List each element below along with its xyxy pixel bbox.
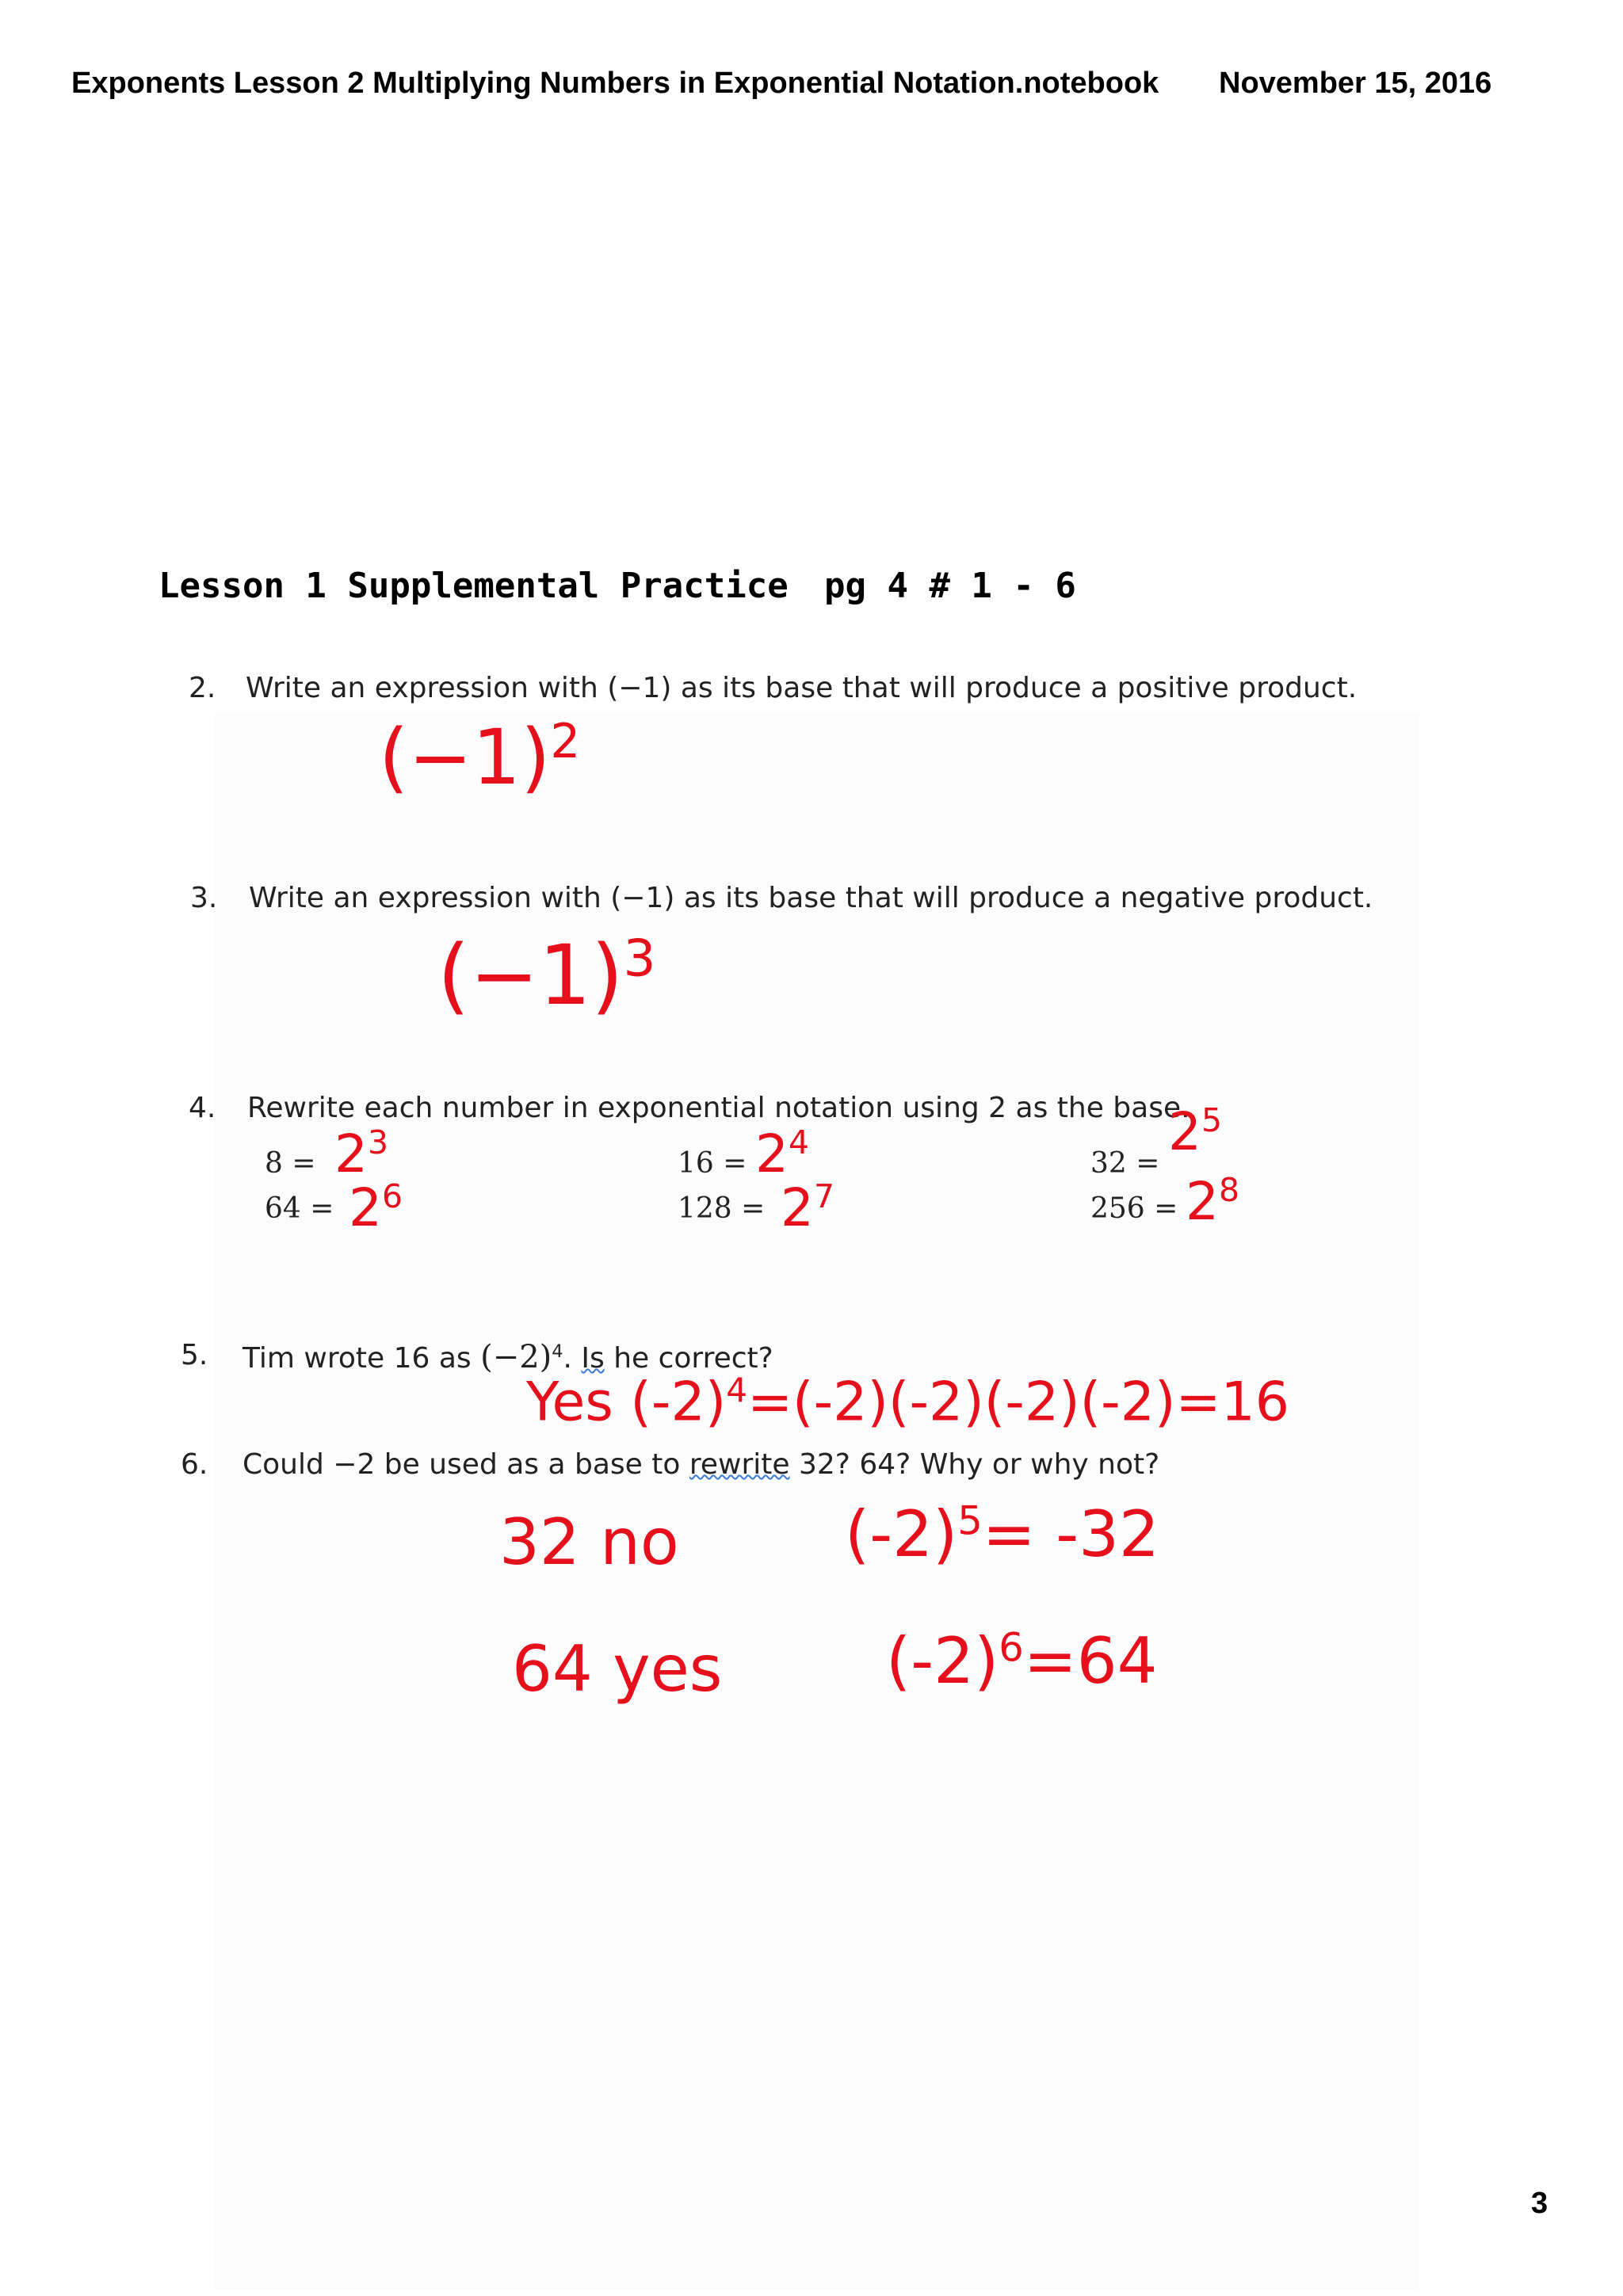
- answer-5-expansion: =(-2)(-2)(-2)(-2)=16: [747, 1371, 1289, 1434]
- answer-4e-base: 2: [781, 1177, 814, 1238]
- answer-6-line1-result: = -32: [982, 1497, 1159, 1571]
- question-5-exponent: 4: [552, 1341, 563, 1362]
- answer-6-line2-left: 64 yes: [512, 1632, 723, 1706]
- answer-4c-exp: 5: [1201, 1101, 1223, 1139]
- question-2-number: 2.: [189, 672, 216, 704]
- answer-4d-exp: 6: [382, 1177, 403, 1215]
- answer-6-line2-result: =64: [1023, 1624, 1158, 1698]
- answer-4e: [781, 1177, 834, 1238]
- question-5-expression: (−2): [480, 1339, 552, 1375]
- lesson-title: Lesson 1 Supplemental Practice: [158, 566, 789, 606]
- question-5-text-a: Tim wrote 16 as: [242, 1342, 481, 1375]
- answer-4b-base: 2: [755, 1123, 789, 1184]
- answer-3-exp: 3: [623, 929, 656, 989]
- question-4-text: Rewrite each number in exponential notation using 2 as the base.: [247, 1092, 1190, 1124]
- question-4-number: 4.: [189, 1092, 216, 1124]
- question-2-text: Write an expression with (−1) as its base that will produce a positive product.: [246, 672, 1358, 704]
- answer-5-start: Yes (-2): [526, 1371, 727, 1434]
- answer-2-exp: 2: [550, 715, 581, 769]
- answer-4b: [755, 1123, 809, 1184]
- notebook-date: November 15, 2016: [1219, 67, 1492, 100]
- question-5-period: .: [563, 1342, 572, 1375]
- notebook-title: Exponents Lesson 2 Multiplying Numbers in Exponential Notation.notebook: [71, 67, 1159, 100]
- answer-6-line1-left: 32 no: [499, 1505, 679, 1579]
- answer-2: [379, 713, 580, 802]
- answer-6-line2-exp: 6: [999, 1624, 1024, 1671]
- question-5-text-e: he correct?: [604, 1342, 773, 1375]
- lesson-pages: pg 4 # 1 - 6: [824, 566, 1076, 606]
- answer-4e-exp: 7: [814, 1177, 835, 1215]
- answer-4d-base: 2: [349, 1177, 382, 1238]
- question-6-text-c: 32? 64? Why or why not?: [789, 1448, 1160, 1481]
- answer-4b-exp: 4: [789, 1123, 810, 1161]
- answer-6-line1-base: (-2): [845, 1497, 958, 1571]
- page-number: 3: [1531, 2187, 1549, 2220]
- answer-3-base: (−1): [437, 927, 624, 1024]
- q4-item-8: 8 =: [265, 1147, 316, 1180]
- answer-4c: [1168, 1101, 1222, 1162]
- worksheet-background: [214, 713, 1419, 2290]
- q4-item-16: 16 =: [678, 1147, 747, 1180]
- answer-6-line2-base: (-2): [886, 1624, 999, 1698]
- answer-5-exp: 4: [726, 1371, 748, 1409]
- answer-4a: [334, 1123, 388, 1184]
- question-6-text-a: Could −2 be used as a base to: [242, 1448, 689, 1481]
- question-5-number: 5.: [181, 1339, 208, 1371]
- q4-item-256: 256 =: [1090, 1192, 1178, 1225]
- question-6-rewrite: rewrite: [689, 1448, 790, 1481]
- question-3-text: Write an expression with (−1) as its base that will produce a negative product.: [249, 882, 1373, 914]
- answer-3: [437, 927, 656, 1024]
- answer-4a-base: 2: [334, 1123, 368, 1184]
- answer-4c-base: 2: [1168, 1101, 1201, 1162]
- answer-6-line1-exp: 5: [957, 1497, 983, 1544]
- answer-4d: [349, 1177, 403, 1238]
- answer-4f: [1186, 1171, 1239, 1232]
- answer-4a-exp: 3: [368, 1123, 389, 1161]
- answer-6-line2-right: [886, 1624, 1158, 1698]
- question-6-number: 6.: [181, 1448, 208, 1481]
- question-6-text: [242, 1448, 1159, 1481]
- question-5-is: Is: [581, 1342, 605, 1375]
- answer-4f-base: 2: [1186, 1171, 1219, 1232]
- answer-5: [526, 1371, 1289, 1434]
- q4-item-32: 32 =: [1090, 1147, 1160, 1180]
- question-3-number: 3.: [190, 882, 218, 914]
- answer-6-line1-right: [845, 1497, 1159, 1571]
- answer-2-base: (−1): [379, 713, 551, 802]
- q4-item-128: 128 =: [678, 1192, 766, 1225]
- q4-item-64: 64 =: [265, 1192, 334, 1225]
- answer-4f-exp: 8: [1219, 1171, 1240, 1209]
